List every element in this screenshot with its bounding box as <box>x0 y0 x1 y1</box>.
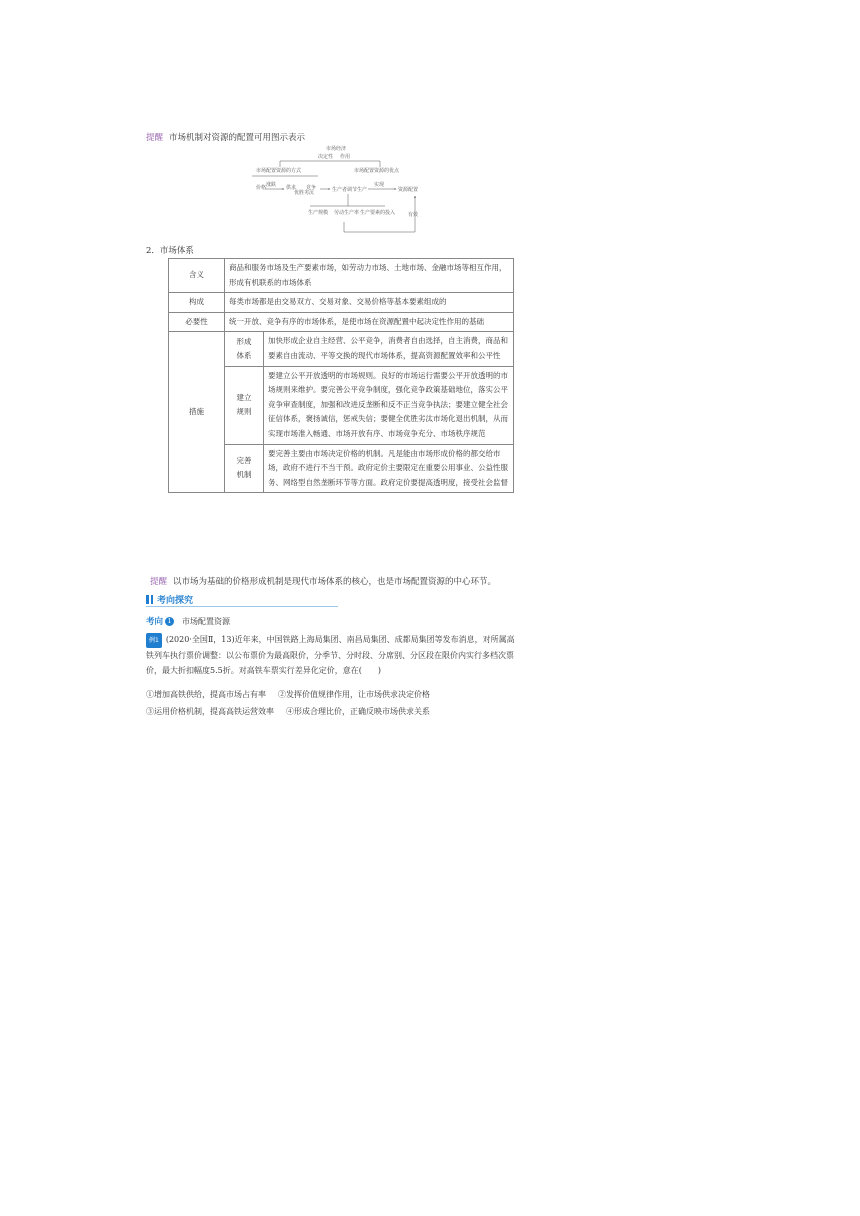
row-text-necessity: 统一开放、竞争有序的市场体系，是使市场在资源配置中起决定性作用的基础 <box>225 312 514 332</box>
diagram-right-side-label: 有效 <box>408 212 419 218</box>
diagram-item-supply: 供求 <box>286 185 297 191</box>
bar-icon <box>151 595 153 604</box>
row-label-measures: 措施 <box>169 332 225 493</box>
diagram-bottom-1: 生产规模 <box>308 210 329 216</box>
table-row <box>169 312 514 332</box>
example-options <box>146 686 430 720</box>
row-label-necessity: 必要性 <box>169 312 225 332</box>
measure-text-build-rules: 要建立公平开放透明的市场规则。良好的市场运行需要公平开放透明的市场规则来维护。要完善公平竞争制度，强化竞争政策基础地位，落实公平竞争审查制度，加强和改进反垄断和反不正当竞争执法；要建立健全社会征信体系，褒扬诚信，惩戒失信；要健全优胜劣汰市场化退出机制，从而实现市场准入畅通、市场开放有序、市场竞争充分、市场秩序规范 <box>264 366 514 444</box>
section-title-market-system: 2．市场体系 <box>146 246 194 256</box>
option-4[interactable]: ④形成合理比价，正确反映市场供求关系 <box>286 707 430 716</box>
option-2[interactable]: ②发挥价值规律作用，让市场供求决定价格 <box>278 690 430 699</box>
row-label-composition: 构成 <box>169 293 225 313</box>
table-row <box>169 293 514 313</box>
row-text-composition: 每类市场都是由交易双方、交易对象、交易价格等基本要素组成的 <box>225 293 514 313</box>
diagram-bottom-2: 劳动生产率 <box>334 210 360 216</box>
market-system-table <box>168 258 514 493</box>
diagram-center: 生产者调节生产 <box>332 187 368 193</box>
note-text: 市场机制对资源的配置可用图示表示 <box>169 133 306 143</box>
diagram-right-end: 资源配置 <box>398 187 419 193</box>
section-header-explore <box>146 593 193 606</box>
diagram-right-box: 市场配置资源的优点 <box>354 168 400 174</box>
divider <box>146 606 338 607</box>
measure-label-form-system: 形成体系 <box>225 332 264 366</box>
note-text: 以市场为基础的价格形成机制是现代市场体系的核心，也是市场配置资源的中心环节。 <box>173 577 497 587</box>
section-header-title: 考向探究 <box>157 596 194 606</box>
diagram-left-box: 市场配置资源的方式 <box>256 168 302 174</box>
kaoxiang-heading <box>146 615 230 627</box>
table-row <box>169 259 514 293</box>
measure-label-improve-mechanism: 完善机制 <box>225 444 264 493</box>
example-tag-icon: 例1 <box>146 633 162 648</box>
measure-text-form-system: 加快形成企业自主经营、公平竞争，消费者自由选择，自主消费，商品和要素自由流动、平等交换的现代市场体系，提高资源配置效率和公平性 <box>264 332 514 366</box>
option-3[interactable]: ③运用价格机制，提高高铁运营效率 <box>146 707 274 716</box>
note-reminder-1 <box>146 131 305 143</box>
diagram-bottom-3: 生产要素的投入 <box>360 210 396 216</box>
kaoxiang-number-badge: 1 <box>165 617 174 626</box>
bar-icon <box>146 595 149 604</box>
market-mechanism-diagram <box>250 144 420 236</box>
diagram-top-sub-right: 作用 <box>340 154 351 160</box>
example-text: (2020·全国Ⅱ，13)近年来，中国铁路上海局集团、南昌局集团、成都局集团等发布消息，对所属高铁列车执行票价调整：以公布票价为最高限价，分季节、分时段、分席别、分区段在限价内实行多档次票价，最大折扣幅度5.5折。对高铁车票实行差异化定价，意在( ) <box>146 635 515 676</box>
diagram-right-arrow-label: 实现 <box>374 182 385 188</box>
option-1[interactable]: ①增加高铁供给，提高市场占有率 <box>146 690 266 699</box>
diagram-arrow-label-2: 优胜劣汰 <box>294 190 315 196</box>
kaoxiang-label: 考向 <box>146 617 164 627</box>
note-tag: 提醒 <box>146 133 164 143</box>
measure-label-build-rules: 建立规则 <box>225 366 264 444</box>
note-reminder-2 <box>150 575 496 587</box>
example-question <box>146 632 518 679</box>
row-label-definition: 含义 <box>169 259 225 293</box>
diagram-arrow-label-1: 涨跌 <box>266 182 277 188</box>
row-text-definition: 商品和服务市场及生产要素市场，如劳动力市场、土地市场、金融市场等相互作用，形成有机联系的市场体系 <box>225 259 514 293</box>
diagram-item-price: 价格 <box>256 185 267 191</box>
note-tag: 提醒 <box>150 577 168 587</box>
kaoxiang-text: 市场配置资源 <box>182 616 231 626</box>
table-row <box>169 332 514 366</box>
diagram-top-sub-left: 决定性 <box>318 154 334 160</box>
measure-text-improve-mechanism: 要完善主要由市场决定价格的机制。凡是能由市场形成价格的都交给市场，政府不进行不当干预。政府定价主要限定在重要公用事业、公益性服务、网络型自然垄断环节等方面。政府定价要提高透明度，接受社会监督 <box>264 444 514 493</box>
diagram-top-label: 市场经济 <box>326 146 347 152</box>
diagram-item-competition: 竞争 <box>306 185 317 191</box>
